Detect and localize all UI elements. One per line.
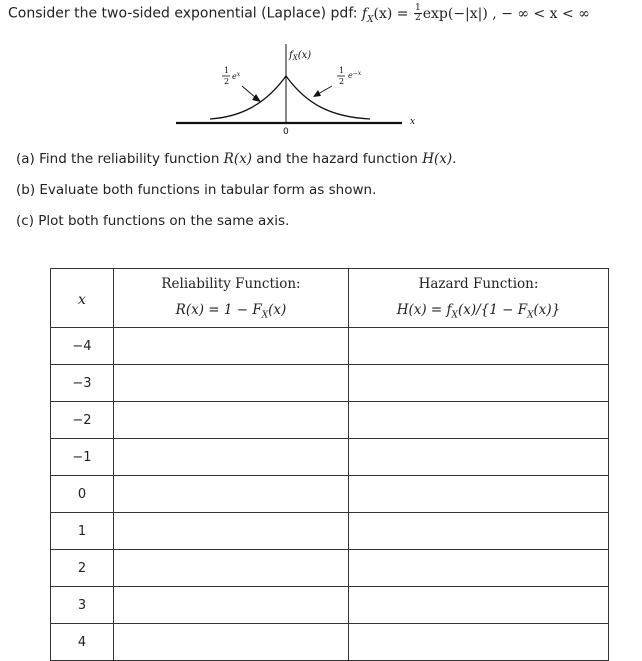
table-row (51, 550, 609, 587)
left-exp: $e^x$ (232, 71, 241, 81)
right-frac-den: 2 (339, 77, 345, 86)
right-frac-num: 1 (339, 66, 345, 75)
hazard-answer-cell[interactable] (349, 513, 609, 550)
table-row (51, 513, 609, 550)
table-row (51, 587, 609, 624)
statement-prefix: Consider the two-sided exponential (Laplace) pdf: (8, 5, 362, 22)
x-value-cell: 4 (51, 624, 114, 661)
reliability-answer-cell[interactable] (114, 402, 349, 439)
hazard-answer-cell[interactable] (349, 587, 609, 624)
hazard-answer-cell[interactable] (349, 476, 609, 513)
hazard-answer-cell[interactable] (349, 365, 609, 402)
table-row (51, 365, 609, 402)
left-frac-num: 1 (224, 66, 230, 75)
reliability-answer-cell[interactable] (114, 587, 349, 624)
table-row (51, 476, 609, 513)
reliability-answer-cell[interactable] (114, 365, 349, 402)
answer-table (50, 268, 608, 661)
left-frac-den: 2 (224, 77, 230, 86)
reliability-answer-cell[interactable] (114, 476, 349, 513)
fx-label: $f_X(x)$ (289, 50, 312, 62)
question-c: (c) Plot both functions on the same axis. (16, 213, 290, 229)
table-header-row (51, 269, 609, 328)
reliability-answer-cell[interactable] (114, 624, 349, 661)
x-value-cell: 2 (51, 550, 114, 587)
question-a: (a) Find the reliability function R(x) and the hazard function H(x). (16, 151, 457, 167)
left-arrow (242, 86, 256, 98)
reliability-formula: $R(x) = 1 - F_X(x)$ (175, 301, 287, 321)
table-row (51, 624, 609, 661)
table-row (51, 439, 609, 476)
laplace-pdf-figure (170, 40, 430, 140)
reliability-header-cell: Reliability Function: $R(x) = 1 - F_X(x)$ (114, 269, 349, 328)
hazard-answer-cell[interactable] (349, 402, 609, 439)
x-value-cell: −4 (51, 328, 114, 365)
reliability-answer-cell[interactable] (114, 550, 349, 587)
reliability-answer-cell[interactable] (114, 513, 349, 550)
hazard-answer-cell[interactable] (349, 624, 609, 661)
pdf-plot (170, 40, 430, 140)
x-value-cell: −1 (51, 439, 114, 476)
one-half-fraction: $\frac{1}{2}$ (414, 3, 421, 23)
x-header-cell: x (51, 269, 114, 328)
x-value-cell: 3 (51, 587, 114, 624)
question-b: (b) Evaluate both functions in tabular form as shown. (16, 182, 377, 198)
pdf-equation: $f_X(x)$ = $\frac{1}{2}$ exp(−|x|) , − ∞ < x < ∞ (361, 3, 590, 25)
reliability-answer-cell[interactable] (114, 328, 349, 365)
x-value-cell: −2 (51, 402, 114, 439)
pdf-curve (210, 76, 370, 119)
origin-label: 0 (283, 127, 289, 137)
right-arrow (318, 86, 332, 94)
right-exp: $e^{-x}$ (348, 70, 362, 80)
hazard-header-cell: Hazard Function: $H(x) = f_X(x)/\{1 - F_X(x)\}$ (349, 269, 609, 328)
x-axis-label: x (410, 117, 416, 127)
x-value-cell: 0 (51, 476, 114, 513)
x-value-cell: 1 (51, 513, 114, 550)
reliability-answer-cell[interactable] (114, 439, 349, 476)
problem-statement (8, 4, 590, 24)
table-row (51, 402, 609, 439)
hazard-answer-cell[interactable] (349, 550, 609, 587)
hazard-formula: $H(x) = f_X(x)/\{1 - F_X(x)\}$ (396, 301, 561, 321)
table-row (51, 328, 609, 365)
hazard-answer-cell[interactable] (349, 439, 609, 476)
x-value-cell: −3 (51, 365, 114, 402)
hazard-answer-cell[interactable] (349, 328, 609, 365)
